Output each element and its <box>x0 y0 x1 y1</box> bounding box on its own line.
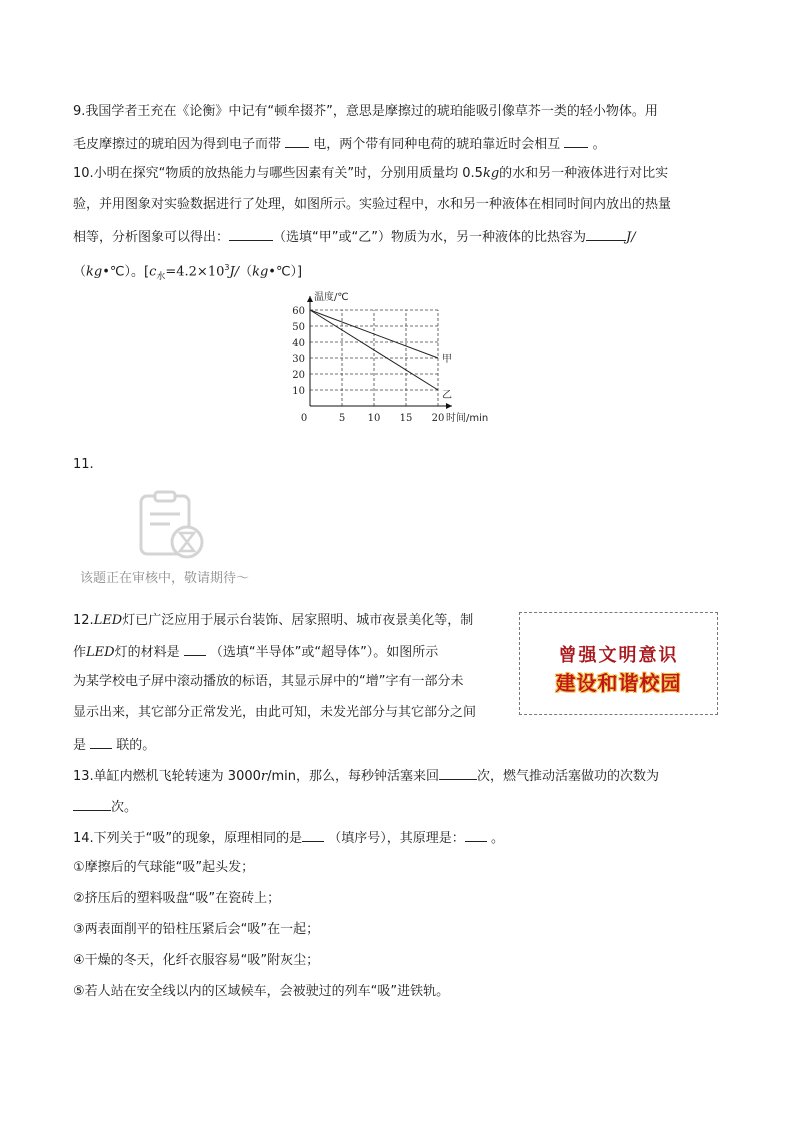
q13-blank-2[interactable] <box>73 796 111 811</box>
q10-text-1b: 的水和另一种液体进行对比实 <box>499 166 669 181</box>
q12-line-5 <box>73 734 155 756</box>
q10-symbol-c: c <box>149 264 157 280</box>
q10-text-4b: •℃）。[ <box>102 264 150 280</box>
q10-unit-kg3: kg <box>252 264 269 280</box>
q10-line-1 <box>73 164 668 184</box>
q12-text-3: 为某学校电子屏中滚动播放的标语，其显示屏中的“增”字有一部分未 <box>73 674 464 689</box>
x-tick-label-15: 15 <box>399 413 413 423</box>
q10-exp: 3 <box>224 263 230 272</box>
q12-text-2c: （选填“半导体”或“超导体”）。如图所示 <box>209 645 439 660</box>
q9-text-2c: 。 <box>592 137 606 152</box>
q12-line-4 <box>73 703 476 723</box>
y-tick-label-60: 60 <box>292 306 305 317</box>
q14-option-4: ④干燥的冬天，化纤衣服容易“吸”附灰尘； <box>73 953 320 968</box>
x-tick-label-20: 20 <box>431 413 445 423</box>
q10-line-3 <box>73 226 636 248</box>
q10-text-2: 验，并用图象对实验数据进行了处理，如图所示。实验过程中，水和另一种液体在相同时间内放出的热量 <box>73 197 672 212</box>
q9-text-2b: 电，两个带有同种电荷的琥珀靠近时会相互 <box>313 137 561 152</box>
q13-text-2: 次。 <box>111 800 138 815</box>
x-tick-label-10: 10 <box>367 413 381 423</box>
q14-blank-2[interactable] <box>465 827 487 842</box>
q13-unit-r: r <box>260 769 268 784</box>
y-axis-arrow <box>307 296 313 302</box>
q14-option-2: ②挤压后的塑料吸盘“吸”在瓷砖上； <box>73 891 281 906</box>
q9-text-1: 9.我国学者王充在《论衡》中记有“顿牟掇芥”，意思是摩擦过的琥珀能吸引像草芥一类的轻小物体。用 <box>73 104 658 119</box>
q14-option-5: ⑤若人站在安全线以内的区域候车，会被驶过的列车“吸”进铁轨。 <box>73 984 450 999</box>
led-slogan-image <box>519 612 718 715</box>
y-tick-label-40: 40 <box>292 338 305 349</box>
pending-review-text: 该题正在审核中，敬请期待～ <box>80 571 250 586</box>
q13-line-2 <box>73 796 137 818</box>
slogan-line-1: 曾强文明意识 <box>558 645 679 666</box>
q12-line-3 <box>73 672 463 692</box>
y-tick-label-30: 30 <box>292 354 305 365</box>
q9-text-2a: 毛皮摩擦过的琥珀因为得到电子而带 <box>73 137 282 152</box>
q9-line-1 <box>73 102 658 122</box>
q14-line-1 <box>73 827 504 849</box>
q12-text-5b: 联的。 <box>116 738 156 753</box>
q10-text-4c: =4.2×10 <box>165 264 225 280</box>
q10-unit-kg2: kg <box>86 264 103 280</box>
q14-option-3: ③两表面削平的铅柱压紧后会“吸”在一起； <box>73 922 320 937</box>
q14-blank-1[interactable] <box>302 827 324 842</box>
q12-text-2b: 灯的材料是 <box>114 645 180 660</box>
x-axis-arrow <box>446 403 452 409</box>
q13-blank-1[interactable] <box>439 765 477 780</box>
slogan-line-2: 建设和谐校园 <box>555 671 682 695</box>
q10-unit-j2: J/ <box>229 264 240 280</box>
q14-text-1b: （填序号），其原理是： <box>328 831 465 846</box>
q12-led-2: LED <box>86 645 115 660</box>
q13-text-1c: 次，燃气推动活塞做功的次数为 <box>477 769 660 784</box>
q10-line-4 <box>73 258 302 287</box>
q10-text-3a: 相等，分析图象可以得出： <box>73 230 230 245</box>
series-label-2: 乙 <box>442 390 452 401</box>
q10-blank-1[interactable] <box>229 226 273 241</box>
series-label-1: 甲 <box>442 354 452 365</box>
q14-text-1a: 14.下列关于“吸”的现象，原理相同的是 <box>73 831 303 846</box>
q12-text-1a: 12. <box>73 613 94 628</box>
q10-text-3b: （选填“甲”或“乙”）物质为水，另一种液体的比热容为 <box>273 230 586 245</box>
q9-line-2 <box>73 133 606 155</box>
y-tick-label-50: 50 <box>292 322 305 333</box>
q12-text-1b: 灯已广泛应用于展示台装饰、居家照明、城市夜景美化等，制 <box>122 613 474 628</box>
q14-option-1: ①摩擦后的气球能“吸”起头发； <box>73 860 255 875</box>
y-axis-label: 温度/℃ <box>314 292 349 303</box>
q10-text-1a: 10.小明在探究“物质的放热能力与哪些因素有关”时，分别用质量均 0.5 <box>73 166 483 181</box>
clipboard-hourglass-icon <box>135 490 207 560</box>
q10-text-4e: •℃）] <box>268 264 303 280</box>
q12-text-4: 显示出来，其它部分正常发光，由此可知，未发光部分与其它部分之间 <box>73 705 477 720</box>
q12-text-2a: 作 <box>73 645 87 660</box>
q10-line-2 <box>73 195 671 215</box>
q10-blank-2[interactable] <box>586 226 626 241</box>
q11-number: 11. <box>73 457 94 472</box>
q13-text-1a: 13.单缸内燃机飞轮转速为 3000 <box>73 769 261 784</box>
q12-line-1 <box>73 611 473 631</box>
q10-sub-water: 水 <box>156 271 166 282</box>
q12-blank-1[interactable] <box>184 641 206 656</box>
q10-text-4a: （ <box>73 264 87 280</box>
q10-unit-j: J/ <box>625 230 636 245</box>
q10-text-4d: （ <box>239 264 253 280</box>
q12-blank-2[interactable] <box>90 734 112 749</box>
q9-blank-1[interactable] <box>285 133 309 148</box>
q14-text-1c: 。 <box>490 831 504 846</box>
q9-blank-2[interactable] <box>564 133 588 148</box>
q13-text-1b: /min，那么，每秒钟活塞来回 <box>267 769 440 784</box>
q13-line-1 <box>73 765 659 787</box>
x-tick-label-0: 0 <box>300 413 308 423</box>
x-axis-label: 时间/min <box>446 413 489 423</box>
q12-led-1: LED <box>93 613 123 628</box>
y-tick-label-10: 10 <box>292 386 305 397</box>
y-tick-label-20: 20 <box>292 370 305 381</box>
temperature-time-chart <box>282 283 512 423</box>
q12-text-5a: 是 <box>73 738 87 753</box>
q10-unit-kg: kg <box>482 166 500 181</box>
x-tick-label-5: 5 <box>338 413 346 423</box>
q12-line-2 <box>73 641 438 663</box>
